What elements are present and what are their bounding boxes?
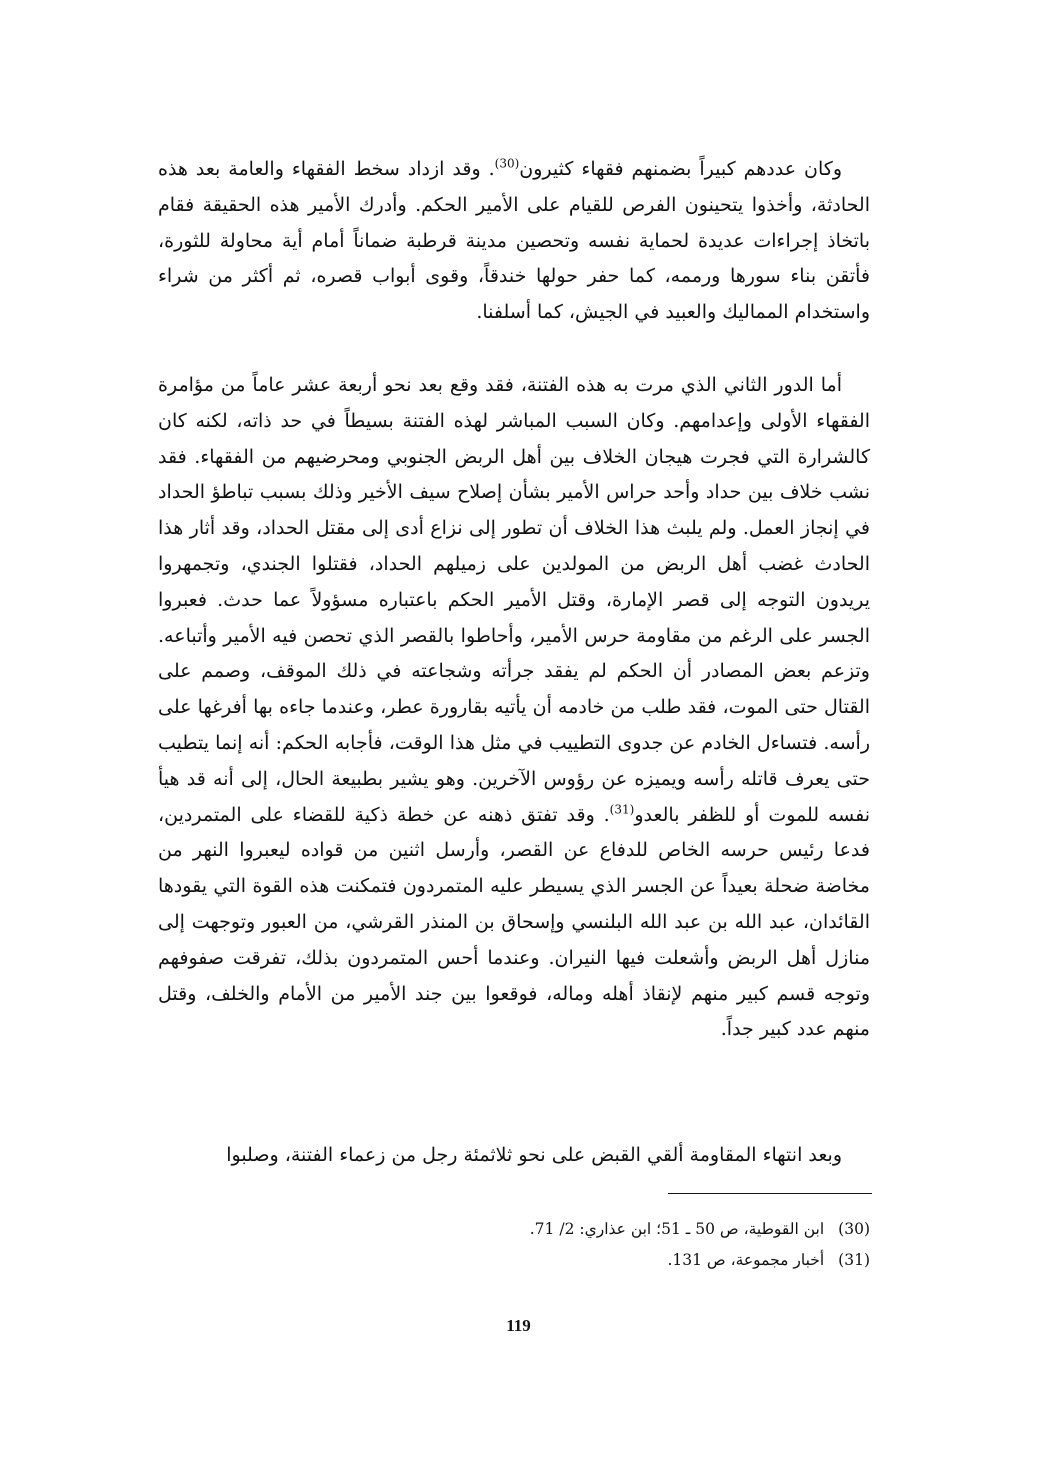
footnote-30 — [300, 1214, 870, 1245]
paragraph-1-text-before-ref: وكان عددهم كبيراً بضمنهم فقهاء كثيرون — [519, 158, 842, 180]
footnote-31 — [300, 1245, 870, 1276]
paragraph-1-text-after-ref: . وقد ازداد سخط الفقهاء والعامة بعد هذه الحادثة، وأخذوا يتحينون الفرص للقيام على الأمير الحكم. وأدرك الأمير هذه الحقيقة فقام باتخاذ إجراءات عديدة لحماية نفسه وتحصين مدينة قرطبة ضماناً أمام أية محاولة للثورة، فأتقن بناء سورها ورممه، كما حفر حولها خندقاً، وقوى أبواب قصره، ثم أكثر من شراء واستخدام المماليك والعبيد في الجيش، كما أسلفنا. — [158, 158, 870, 324]
footnote-30-text: ابن القوطية، ص 50 ـ 51؛ ابن عذاري: 2/ 71. — [529, 1220, 825, 1238]
paragraph-3-text: وبعد انتهاء المقاومة ألقي القبض على نحو ثلاثمئة رجل من زعماء الفتنة، وصلبوا — [226, 1144, 842, 1166]
paragraph-2-text-before-ref: أما الدور الثاني الذي مرت به هذه الفتنة، فقد وقع بعد نحو أربعة عشر عاماً من مؤامرة الفقهاء الأولى وإعدامهم. وكان السبب المباشر لهذه الفتنة بسيطاً في حد ذاته، لكنه كان كالشرارة التي فجرت هيجان الخلاف بين أهل الربض الجنوبي ومحرضيهم من الفقهاء. فقد نشب خلاف بين حداد وأحد حراس الأمير بشأن إصلاح سيف الأخير وذلك بسبب تباطؤ الحداد في إنجاز العمل. ولم يلبث هذا الخلاف أن تطور إلى نزاع أدى إلى مقتل الحداد، وقد أثار هذا الحادث غضب أهل الربض من المولدين على زميلهم الحداد، فقتلوا الجندي، وتجمهروا يريدون التوجه إلى قصر الإمارة، وقتل الأمير الحكم باعتباره مسؤولاً عما حدث. فعبروا الجسر على الرغم من مقاومة حرس الأمير، وأحاطوا بالقصر الذي تحصن فيه الأمير وأتباعه. وتزعم بعض المصادر أن الحكم لم يفقد جرأته وشجاعته في ذلك الموقف، وصمم على القتال حتى الموت، فقد طلب من خادمه أن يأتيه بقارورة عطر، وعندما جاءه بها أفرغها على رأسه. فتساءل الخادم عن جدوى التطييب في مثل هذا الوقت، فأجابه الحكم: أنه إنما يتطيب حتى يعرف قاتله رأسه ويميزه عن رؤوس الآخرين. وهو يشير بطبيعة الحال، إلى أنه قد هيأ نفسه للموت أو للظفر بالعدو — [158, 374, 870, 826]
paragraph-2-text-after-ref: . وقد تفتق ذهنه عن خطة ذكية للقضاء على المتمردين، فدعا رئيس حرسه الخاص للدفاع عن القصر، وأرسل اثنين من قواده ليعبروا النهر من مخاضة ضحلة بعيداً عن الجسر الذي يسيطر عليه المتمردون فتمكنت هذه القوة التي يقودها القائدان، عبد الله بن عبد الله البلنسي وإسحاق بن المنذر القرشي، من العبور وتوجهت إلى منازل أهل الربض وأشعلت فيها النيران. وعندما أحس المتمردون بذلك، تفرقت صفوفهم وتوجه قسم كبير منهم لإنقاذ أهله وماله، فوقعوا بين جند الأمير من الأمام والخلف، وقتل منهم عدد كبير جداً. — [158, 803, 870, 1041]
footnote-divider — [668, 1193, 872, 1194]
paragraph-2 — [158, 368, 870, 1048]
paragraph-3 — [158, 1138, 870, 1174]
paragraph-2-text — [158, 368, 870, 1048]
footnote-ref-31: (31) — [609, 802, 635, 817]
paragraph-1 — [158, 152, 870, 331]
paragraph-1-text — [158, 152, 870, 331]
footnotes — [300, 1214, 870, 1276]
footnote-31-number: (31) — [838, 1251, 870, 1269]
footnote-30-number: (30) — [838, 1220, 870, 1238]
footnote-ref-30: (30) — [494, 156, 520, 171]
page-number: 119 — [506, 1316, 531, 1335]
footnote-31-text: أخبار مجموعة، ص 131. — [667, 1251, 825, 1269]
